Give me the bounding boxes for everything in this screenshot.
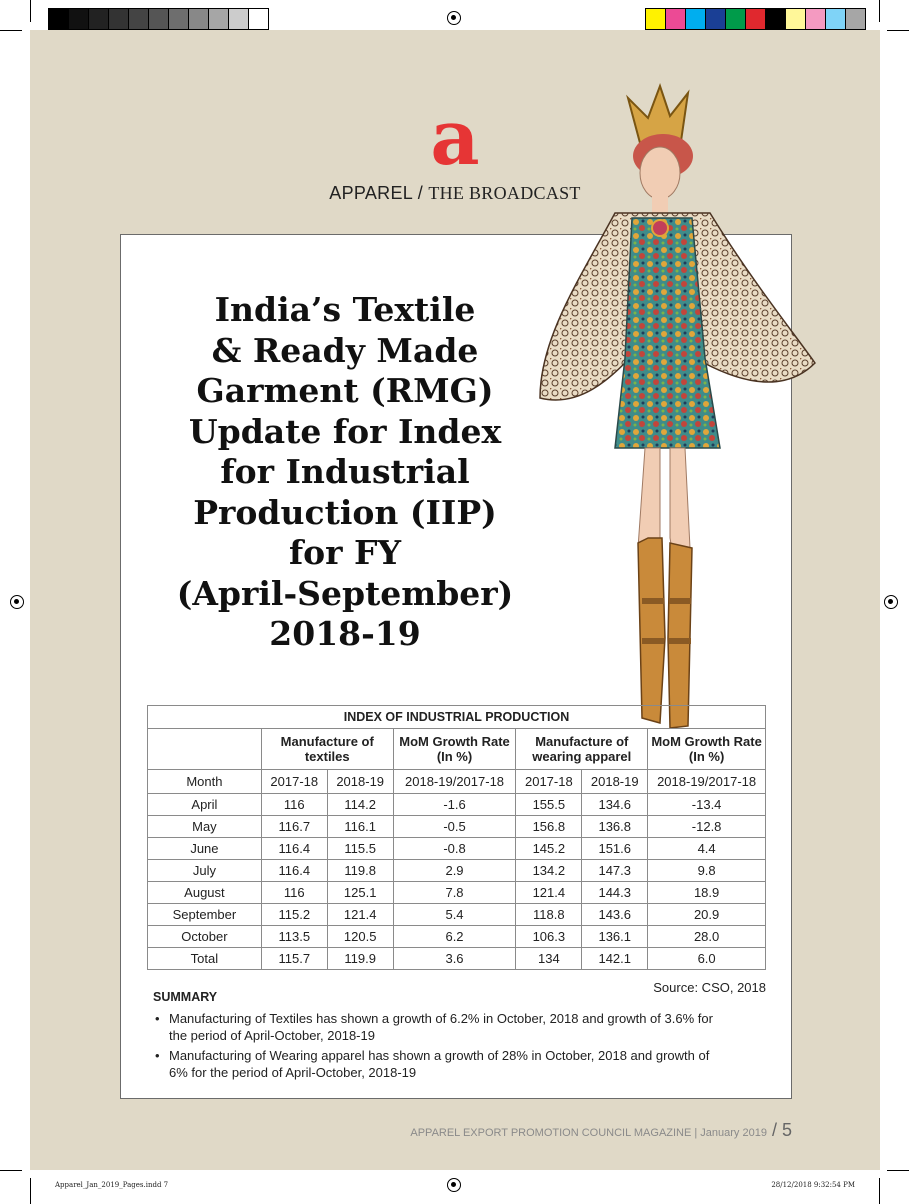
color-swatch xyxy=(129,9,149,29)
color-swatch xyxy=(209,9,229,29)
crop-mark xyxy=(0,1170,22,1171)
summary-title: SUMMARY xyxy=(153,990,218,1004)
table-row xyxy=(148,816,766,838)
value-cell: 134 xyxy=(516,948,582,970)
value-cell: 147.3 xyxy=(582,860,648,882)
grayscale-color-bar xyxy=(48,8,269,30)
sub-header-cell: 2017-18 xyxy=(516,770,582,794)
cmyk-color-bar xyxy=(645,8,866,30)
color-swatch xyxy=(229,9,249,29)
value-cell: -12.8 xyxy=(648,816,766,838)
value-cell: 120.5 xyxy=(327,926,393,948)
value-cell: 114.2 xyxy=(327,794,393,816)
value-cell: 134.6 xyxy=(582,794,648,816)
sub-header-cell: Month xyxy=(148,770,262,794)
registration-mark-right xyxy=(884,595,898,609)
sub-header-cell: 2018-19 xyxy=(582,770,648,794)
color-swatch xyxy=(746,9,766,29)
color-swatch xyxy=(666,9,686,29)
color-swatch xyxy=(726,9,746,29)
brand-apparel: APPAREL / xyxy=(329,183,429,203)
month-cell: Total xyxy=(148,948,262,970)
title-line: (April-September) xyxy=(176,573,514,613)
sub-header-cell: 2018-19/2017-18 xyxy=(393,770,516,794)
value-cell: 18.9 xyxy=(648,882,766,904)
crop-mark xyxy=(30,1178,31,1204)
table-row xyxy=(148,838,766,860)
value-cell: 116.1 xyxy=(327,816,393,838)
file-slug: Apparel_Jan_2019_Pages.indd 7 xyxy=(55,1181,169,1189)
value-cell: 9.8 xyxy=(648,860,766,882)
value-cell: 125.1 xyxy=(327,882,393,904)
title-line: Garment (RMG) xyxy=(196,371,494,410)
title-line: for Industrial xyxy=(220,452,470,491)
month-cell: September xyxy=(148,904,262,926)
value-cell: 142.1 xyxy=(582,948,648,970)
value-cell: 156.8 xyxy=(516,816,582,838)
color-swatch xyxy=(646,9,666,29)
table-row xyxy=(148,948,766,970)
color-swatch xyxy=(706,9,726,29)
header-textiles: Manufacture of textiles xyxy=(261,729,393,770)
summary-item: • Manufacturing of Wearing apparel has shown a growth of 28% in October, 2018 and growth of 6% for the period of April-October, 2018-19 xyxy=(153,1047,713,1081)
title-line: India’s Textile xyxy=(214,290,476,329)
month-cell: April xyxy=(148,794,262,816)
value-cell: 118.8 xyxy=(516,904,582,926)
header-textiles-growth: MoM Growth Rate (In %) xyxy=(393,729,516,770)
value-cell: 116.4 xyxy=(261,838,327,860)
month-cell: June xyxy=(148,838,262,860)
value-cell: 4.4 xyxy=(648,838,766,860)
value-cell: 3.6 xyxy=(393,948,516,970)
color-swatch xyxy=(249,9,268,29)
table-sub-header-row xyxy=(148,770,766,794)
sub-header-cell: 2017-18 xyxy=(261,770,327,794)
value-cell: 116.4 xyxy=(261,860,327,882)
color-swatch xyxy=(786,9,806,29)
value-cell: 28.0 xyxy=(648,926,766,948)
value-cell: 7.8 xyxy=(393,882,516,904)
title-line: Update for Index xyxy=(188,411,502,451)
month-cell: May xyxy=(148,816,262,838)
crop-mark xyxy=(30,0,31,22)
value-cell: 145.2 xyxy=(516,838,582,860)
value-cell: 134.2 xyxy=(516,860,582,882)
article-title xyxy=(165,290,525,655)
registration-mark-bottom xyxy=(447,1178,461,1192)
crop-mark xyxy=(0,30,22,31)
value-cell: -0.5 xyxy=(393,816,516,838)
value-cell: 20.9 xyxy=(648,904,766,926)
value-cell: 151.6 xyxy=(582,838,648,860)
crop-mark xyxy=(879,0,880,22)
color-swatch xyxy=(149,9,169,29)
sub-header-cell: 2018-19/2017-18 xyxy=(648,770,766,794)
color-swatch xyxy=(766,9,786,29)
footer-magazine-info: APPAREL EXPORT PROMOTION COUNCIL MAGAZINE | January 2019 xyxy=(410,1127,767,1139)
summary-list xyxy=(153,1010,713,1084)
header-apparel-growth: MoM Growth Rate (In %) xyxy=(648,729,766,770)
value-cell: 6.2 xyxy=(393,926,516,948)
color-swatch xyxy=(69,9,89,29)
fashion-illustration xyxy=(520,78,820,738)
table-row xyxy=(148,882,766,904)
title-line: for FY xyxy=(288,533,402,572)
value-cell: 119.9 xyxy=(327,948,393,970)
value-cell: 2.9 xyxy=(393,860,516,882)
table-source: Source: CSO, 2018 xyxy=(653,980,766,995)
color-swatch xyxy=(686,9,706,29)
sub-header-cell: 2018-19 xyxy=(327,770,393,794)
table-row xyxy=(148,860,766,882)
value-cell: 121.4 xyxy=(516,882,582,904)
title-line: & Ready Made xyxy=(211,330,479,370)
value-cell: 115.5 xyxy=(327,838,393,860)
date-slug: 28/12/2018 9:32:54 PM xyxy=(771,1181,855,1189)
value-cell: 144.3 xyxy=(582,882,648,904)
footer-separator: / xyxy=(766,1120,782,1140)
header-apparel: Manufacture of wearing apparel xyxy=(516,729,648,770)
color-swatch xyxy=(49,9,69,29)
color-swatch xyxy=(109,9,129,29)
value-cell: 136.1 xyxy=(582,926,648,948)
month-cell: August xyxy=(148,882,262,904)
value-cell: 116.7 xyxy=(261,816,327,838)
value-cell: 121.4 xyxy=(327,904,393,926)
title-line: Production (IIP) xyxy=(193,492,497,532)
crop-mark xyxy=(887,30,909,31)
color-swatch xyxy=(169,9,189,29)
color-swatch xyxy=(189,9,209,29)
page-footer xyxy=(380,1120,792,1141)
value-cell: 115.7 xyxy=(261,948,327,970)
value-cell: -0.8 xyxy=(393,838,516,860)
value-cell: 136.8 xyxy=(582,816,648,838)
color-swatch xyxy=(826,9,846,29)
value-cell: 6.0 xyxy=(648,948,766,970)
value-cell: 155.5 xyxy=(516,794,582,816)
crop-mark xyxy=(879,1178,880,1204)
table-row xyxy=(148,926,766,948)
month-cell: July xyxy=(148,860,262,882)
value-cell: 115.2 xyxy=(261,904,327,926)
iip-table xyxy=(147,705,766,970)
value-cell: 5.4 xyxy=(393,904,516,926)
table-title: INDEX OF INDUSTRIAL PRODUCTION xyxy=(148,706,766,729)
crop-mark xyxy=(887,1170,909,1171)
page-number: 5 xyxy=(781,1120,792,1140)
value-cell: 116 xyxy=(261,794,327,816)
value-cell: 119.8 xyxy=(327,860,393,882)
color-swatch xyxy=(846,9,865,29)
color-swatch xyxy=(89,9,109,29)
month-cell: October xyxy=(148,926,262,948)
value-cell: 106.3 xyxy=(516,926,582,948)
apparel-logo: a xyxy=(430,93,480,182)
value-cell: -1.6 xyxy=(393,794,516,816)
table-corner-cell xyxy=(148,729,262,770)
summary-item: • Manufacturing of Textiles has shown a growth of 6.2% in October, 2018 and growth of 3.6% for the period of April-October, 2018-19 xyxy=(153,1010,713,1044)
brand-the-broadcast: THE BROADCAST xyxy=(428,183,581,203)
value-cell: 113.5 xyxy=(261,926,327,948)
value-cell: 116 xyxy=(261,882,327,904)
value-cell: -13.4 xyxy=(648,794,766,816)
table-row xyxy=(148,904,766,926)
value-cell: 143.6 xyxy=(582,904,648,926)
title-line: 2018-19 xyxy=(269,614,421,653)
color-swatch xyxy=(806,9,826,29)
registration-mark-top xyxy=(447,11,461,25)
registration-mark-left xyxy=(10,595,24,609)
table-row xyxy=(148,794,766,816)
